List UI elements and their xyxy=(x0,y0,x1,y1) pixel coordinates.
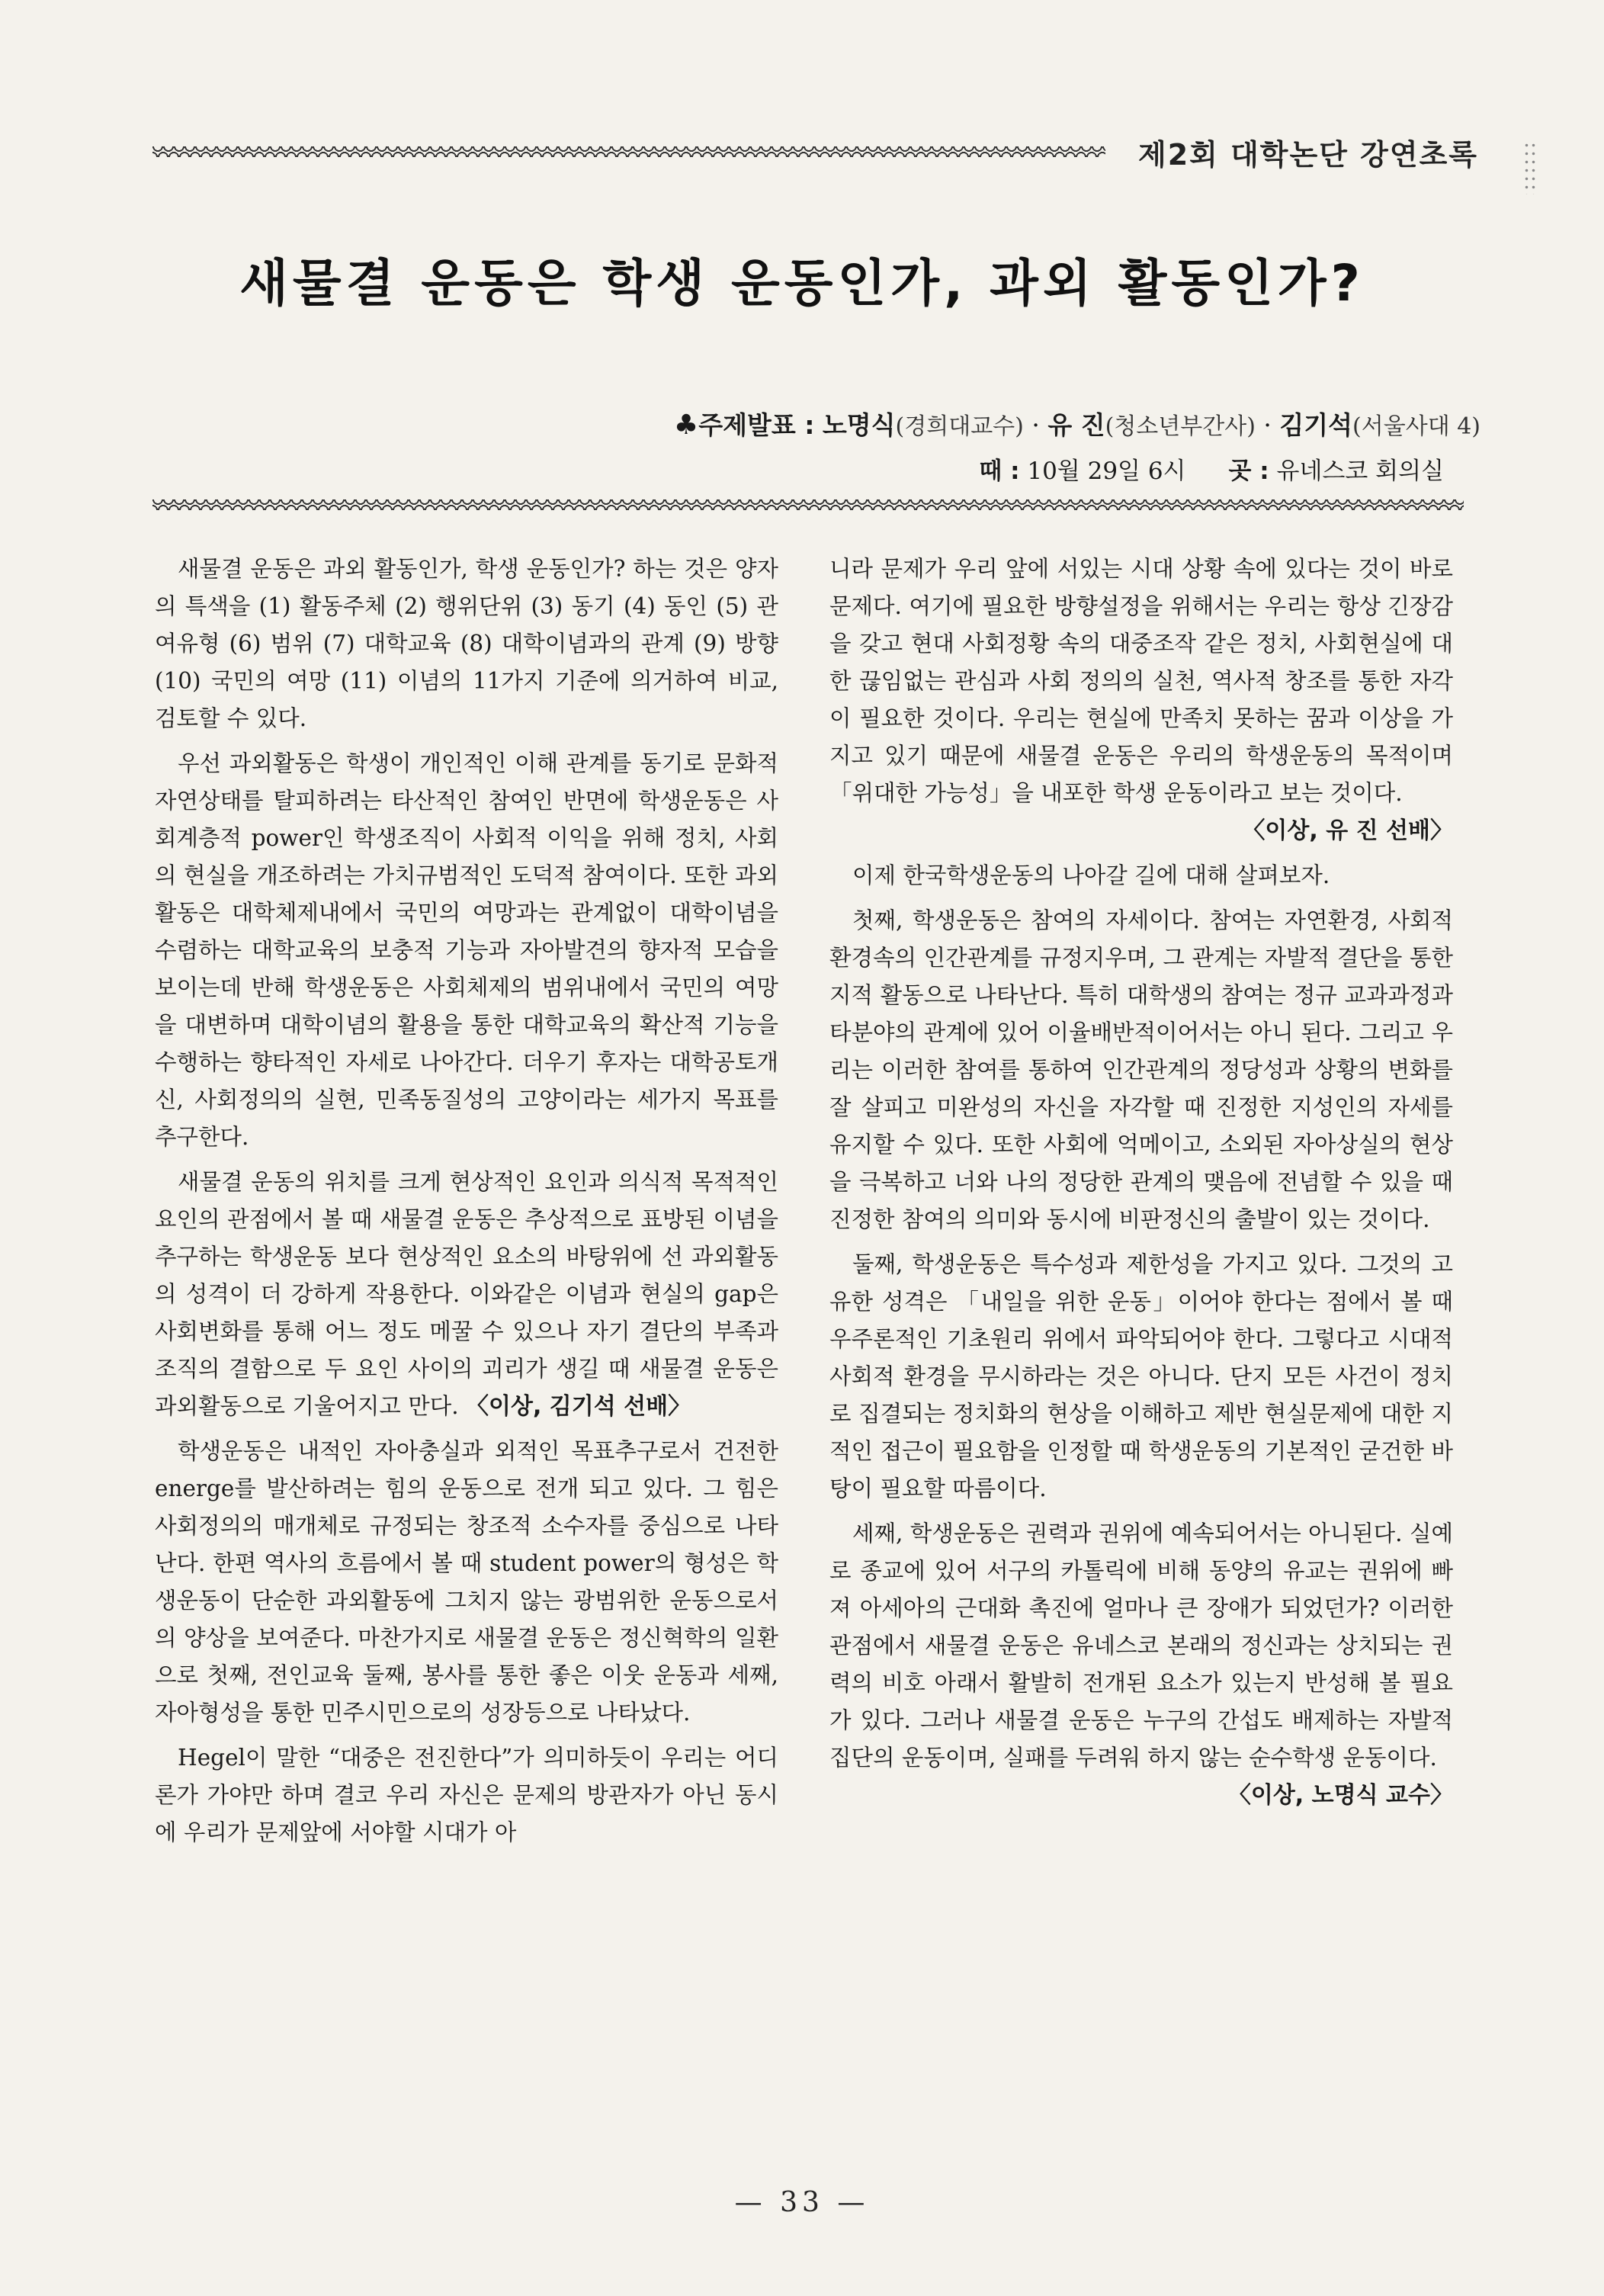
speaker-affiliation: (서울사대 4) xyxy=(1352,413,1480,440)
article-title: 새물결 운동은 학생 운동인가, 과외 활동인가? xyxy=(239,254,1365,313)
paragraph: 첫째, 학생운동은 참여의 자세이다. 참여는 자연환경, 사회적 환경속의 인간관계를 규정지우며, 그 관계는 자발적 결단을 통한 지적 활동으로 나타난다. 특히 대학생의 참여는 정규 교과과정과 타분야의 관계에 있어 이율배반적이어서는 아니 된다. 그리고 우리는 이러한 참여를 통하여 인간관계의 정당성과 상황의 변화를 잘 살피고 미완성의 자신을 자각할 때 진정한 지성인의 자세를 유지할 수 있다. 또한 사회에 억메이고, 소외된 자아상실의 현상을 극복하고 너와 나의 정당한 관계의 맺음에 전념할 수 있을 때 진정한 참여의 의미와 동시에 비판정신의 출발이 있는 것이다. xyxy=(829,907,1453,1232)
signature-noh: 〈이상, 노명식 교수〉 xyxy=(1227,1782,1453,1809)
wavy-rule-divider xyxy=(152,499,1464,510)
speaker-name: 노명식 xyxy=(822,410,896,440)
speakers-line xyxy=(674,406,1480,442)
page-number: — 33 — xyxy=(734,2187,870,2218)
speaker-name: 유 진 xyxy=(1047,410,1105,440)
place-label: 곳 : xyxy=(1228,458,1269,485)
place-value: 유네스코 회의실 xyxy=(1276,458,1444,485)
club-icon: ♣ xyxy=(673,409,699,441)
signature-kim: 〈이상, 김기석 선배〉 xyxy=(465,1393,691,1420)
event-meta xyxy=(979,451,1444,486)
paragraph xyxy=(155,1164,778,1425)
right-column xyxy=(829,551,1453,1822)
paragraph-text: 니라 문제가 우리 앞에 서있는 시대 상황 속에 있다는 것이 바로 문제다. 여기에 필요한 방향설정을 위해서는 우리는 항상 긴장감을 갖고 현대 사회정황 속의 대중조작 같은 정치, 사회현실에 대한 끊임없는 관심과 사회 정의의 실천, 역사적 창조를 통한 자각이 필요한 것이다. 우리는 현실에 만족치 못하는 꿈과 이상을 가지고 있기 때문에 새물결 운동은 우리의 학생운동의 목적이며 「위대한 가능성」을 내포한 학생 운동이라고 보는 것이다. xyxy=(829,556,1453,806)
series-title: 제2회 대학논단 강연초록 xyxy=(1138,138,1478,172)
paragraph: 새물결 운동은 과외 활동인가, 학생 운동인가? 하는 것은 양자의 특색을 (1) 활동주체 (2) 행위단위 (3) 동기 (4) 동인 (5) 관여유형 (6) 범위 (7) 대학교육 (8) 대학이념과의 관계 (9) 방향 (10) 국민의 여망 (11) 이념의 11가지 기준에 의거하여 비교, 검토할 수 있다. xyxy=(155,556,778,731)
paragraph: 학생운동은 내적인 자아충실과 외적인 목표추구로서 건전한 energe를 발산하려는 힘의 운동으로 전개 되고 있다. 그 힘은 사회정의의 매개체로 규정되는 창조적 소수자를 중심으로 나타난다. 한편 역사의 흐름에서 볼 때 student power의 형성은 학생운동이 단순한 과외활동에 그치지 않는 광범위한 운동으로서의 양상을 보여준다. 마찬가지로 새물결 운동은 정신혁학의 일환으로 첫째, 전인교육 둘째, 봉사를 통한 좋은 이웃 운동과 세째, 자아형성을 통한 민주시민으로의 성장등으로 나타났다. xyxy=(155,1438,778,1726)
paragraph-text: 세째, 학생운동은 권력과 권위에 예속되어서는 아니된다. 실예로 종교에 있어 서구의 카톨릭에 비해 동양의 유교는 권위에 빠져 아세아의 근대화 촉진에 얼마나 큰 장애가 되었던가? 이러한 관점에서 새물결 운동은 유네스코 본래의 정신과는 상치되는 권력의 비호 아래서 활발히 전개된 요소가 있는지 반성해 볼 필요가 있다. 그러나 새물결 운동은 누구의 간섭도 배제하는 자발적 집단의 운동이며, 실패를 두려워 하지 않는 순수학생 운동이다. xyxy=(829,1520,1453,1771)
speaker-separator: · xyxy=(1263,410,1272,440)
paragraph-text: 새물결 운동의 위치를 크게 현상적인 요인과 의식적 목적적인 요인의 관점에서 볼 때 새물결 운동은 추상적으로 표방된 이념을 추구하는 학생운동 보다 현상적인 요소의 바탕위에 선 과외활동의 성격이 더 강하게 작용한다. 이와같은 이념과 현실의 gap은 사회변화를 통해 어느 정도 메꿀 수 있으나 자기 결단의 부족과 조직의 결함으로 두 요인 사이의 괴리가 생길 때 새물결 운동은 과외활동으로 기울어지고 만다. xyxy=(155,1169,778,1419)
wavy-rule-top xyxy=(152,146,1105,157)
signature-yu: 〈이상, 유 진 선배〉 xyxy=(1242,817,1453,844)
speakers-label: 주제발표 : xyxy=(698,410,815,440)
speaker-affiliation: (청소년부간사) xyxy=(1105,413,1256,440)
time-label: 때 : xyxy=(979,458,1020,485)
paragraph: 둘째, 학생운동은 특수성과 제한성을 가지고 있다. 그것의 고유한 성격은 「내일을 위한 운동」이어야 한다는 점에서 볼 때 우주론적인 기초원리 위에서 파악되어야 한다. 그렇다고 시대적 사회적 환경을 무시하라는 것은 아니다. 단지 모든 사건이 정치로 집결되는 정치화의 현상을 이해하고 제반 현실문제에 대한 지적인 접근이 필요함을 인정할 때 학생운동의 기본적인 굳건한 바탕이 필요할 따름이다. xyxy=(829,1251,1453,1501)
speaker-name: 김기석 xyxy=(1279,410,1353,440)
margin-dots xyxy=(1523,141,1537,194)
paragraph xyxy=(829,551,1453,849)
time-value: 10월 29일 6시 xyxy=(1027,458,1186,485)
speaker-separator: · xyxy=(1031,410,1040,440)
paragraph: Hegel이 말한 “대중은 전진한다”가 의미하듯이 우리는 어디론가 가야만 하며 결코 우리 자신은 문제의 방관자가 아닌 동시에 우리가 문제앞에 서야할 시대가 아 xyxy=(155,1745,778,1845)
paragraph xyxy=(829,1515,1453,1814)
speaker-affiliation: (경희대교수) xyxy=(895,413,1024,440)
paragraph: 이제 한국학생운동의 나아갈 길에 대해 살펴보자. xyxy=(852,862,1330,888)
left-column xyxy=(155,551,778,1859)
paragraph: 우선 과외활동은 학생이 개인적인 이해 관계를 동기로 문화적 자연상태를 탈피하려는 타산적인 참여인 반면에 학생운동은 사회계층적 power인 학생조직이 사회적 이익을 위해 정치, 사회의 현실을 개조하려는 가치규범적인 도덕적 참여이다. 또한 과외활동은 대학체제내에서 국민의 여망과는 관계없이 대학이념을 수렴하는 대학교육의 보충적 기능과 자아발견의 향자적 모습을 보이는데 반해 학생운동은 사회체제의 범위내에서 국민의 여망을 대변하며 대학이념의 활용을 통한 대학교육의 확산적 기능을 수행하는 향타적인 자세로 나아간다. 더우기 후자는 대학공토개신, 사회정의의 실현, 민족동질성의 고양이라는 세가지 목표를 추구한다. xyxy=(155,750,778,1150)
